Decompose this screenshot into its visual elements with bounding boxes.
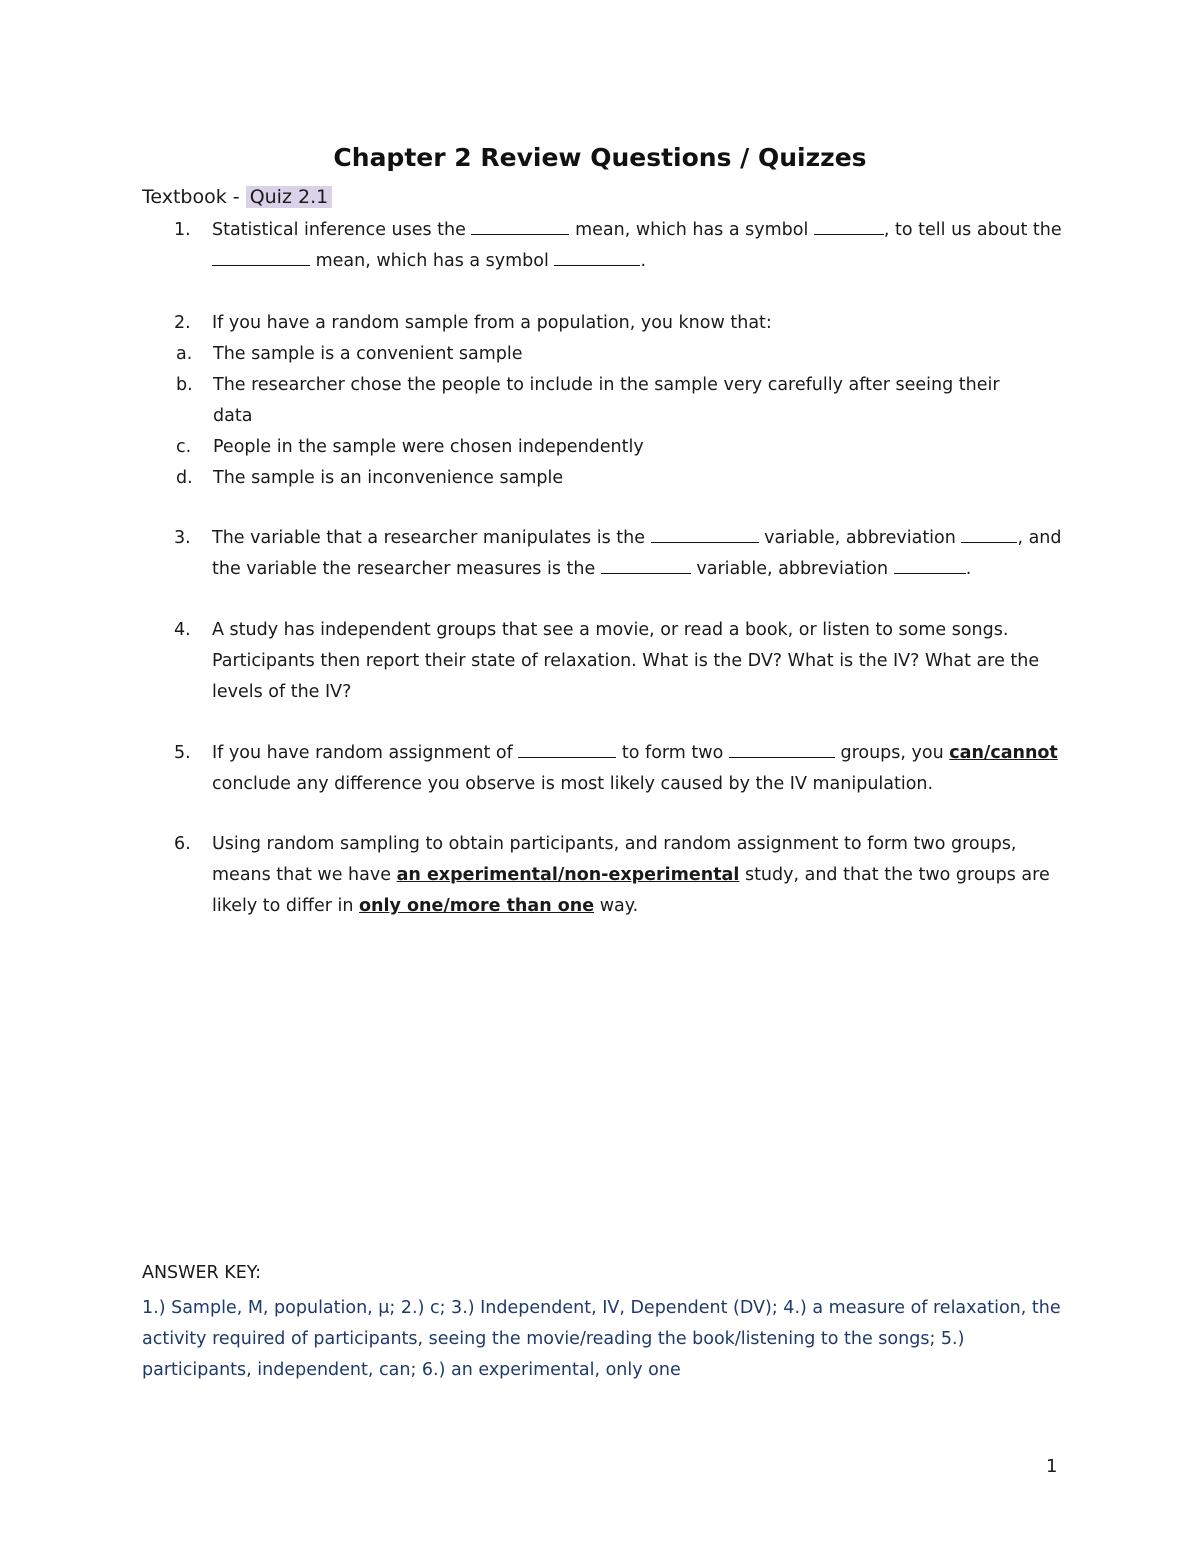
question-text: Using random sampling to obtain participants, and random assignment to form two groups, means that we have an experimental/non-experimental study, and that the two groups are likely to differ in only one/more than one way.	[212, 834, 1050, 916]
question-number: 5.	[174, 743, 191, 763]
blank	[651, 525, 759, 543]
blank	[961, 525, 1017, 543]
question-text: If you have random assignment of to form two groups, you can/cannot conclude any difference you observe is most likely caused by the IV manipulation.	[212, 738, 1072, 800]
question-number: 2.	[174, 313, 191, 333]
blank	[518, 740, 616, 758]
question-text: If you have a random sample from a population, you know that: a. The sample is a convenient sample b. The researcher chose the people to include in the sample very carefully after seeing their data c. People in the sample were chosen independently d. The sample is an inconvenience sample	[212, 308, 1072, 494]
quiz-highlight: Quiz 2.1	[246, 186, 333, 208]
page-title: Chapter 2 Review Questions / Quizzes	[333, 143, 867, 172]
answer-key-heading: ANSWER KEY:	[142, 1263, 262, 1283]
choice-can-cannot: can/cannot	[949, 743, 1058, 763]
option-a: a. The sample is a convenient sample	[176, 344, 523, 364]
choice-only-one: only one/more than one	[359, 896, 595, 916]
question-number: 4.	[174, 620, 191, 640]
subtitle	[142, 186, 332, 208]
question-text: The variable that a researcher manipulates is the variable, abbreviation , and the variable the researcher measures is the variable, abbreviation .	[212, 523, 1072, 585]
option-c: c. People in the sample were chosen independently	[176, 437, 644, 457]
blank	[212, 248, 310, 266]
choice-experimental: an experimental/non-experimental	[396, 865, 740, 885]
subtitle-prefix: Textbook -	[142, 186, 246, 208]
option-b: b. The researcher chose the people to include in the sample very carefully after seeing their data	[176, 375, 1000, 426]
question-number: 1.	[174, 220, 191, 240]
question-text: Statistical inference uses the mean, which has a symbol , to tell us about the mean, which has a symbol .	[212, 215, 1072, 277]
answer-key-text: 1.) Sample, M, population, μ; 2.) c; 3.) Independent, IV, Dependent (DV); 4.) a measure of relaxation, the activity required of participants, seeing the movie/reading the book/listening to the songs; 5.) participants, independent, can; 6.) an experimental, only one	[142, 1298, 1061, 1380]
option-d: d. The sample is an inconvenience sample	[176, 468, 564, 488]
question-text: A study has independent groups that see a movie, or read a book, or listen to some songs. Participants then report their state of relaxation. What is the DV? What is the IV? What are the levels of the IV?	[212, 620, 1040, 702]
blank	[554, 248, 640, 266]
page-number: 1	[1046, 1456, 1058, 1477]
blank	[894, 556, 966, 574]
question-number: 3.	[174, 528, 191, 548]
blank	[471, 217, 569, 235]
blank	[814, 217, 884, 235]
blank	[729, 740, 835, 758]
question-number: 6.	[174, 834, 191, 854]
blank	[601, 556, 691, 574]
